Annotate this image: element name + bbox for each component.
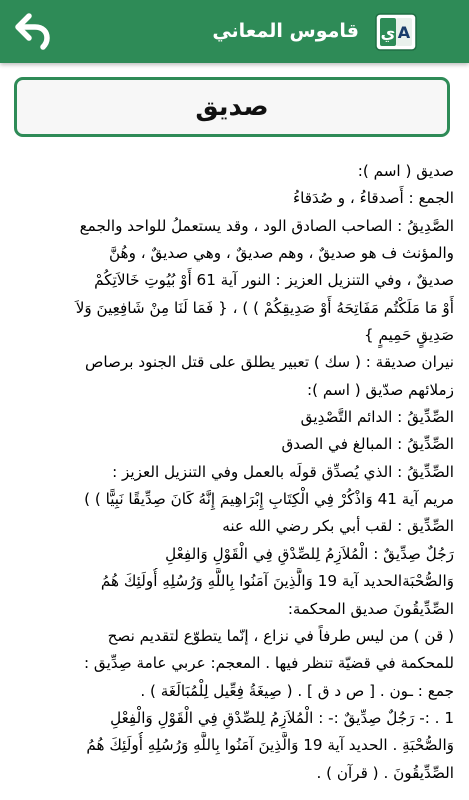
definition-line: صديق ( اسم ):: [357, 162, 454, 180]
definition-line: الصِّدِّيقُ : الدائم التَّصْدِيق: [300, 408, 454, 427]
app-title: قاموس المعاني: [212, 20, 359, 42]
definition-line: مريم آية 41 وَاذْكُرْ فِي الْكِتَابِ إِبْرَاهِيمَ إِنَّهُ كَانَ صِدِّيقًا نَبِيًّا ) ): [84, 490, 454, 509]
definition-line: وَالصُّحْبَةالحديد آية 19 وَالَّذِينَ آمَنُوا بِاللَّهِ وَرُسُلِهِ أُولَئِكَ هُمُ: [100, 572, 454, 591]
definition-line: صديقٌ ، وفي التنزيل العزيز : النور آية 61 أَوْ بُيُوتِ خَالاَتِكُمْ: [94, 271, 454, 290]
definition-line: ( قن ) من ليس طرفاً في نزاع ، إنّما يتطوّع لتقديم نصح: [107, 626, 454, 645]
definition-line: جمع : ـون . [ ص د ق ] . ( صِيغَةُ فِعِّيل لِلْمُبَالَغَة ) .: [140, 681, 454, 700]
definition-line: الجمع : أَصدقاءُ ، و صُدَقاءُ: [292, 189, 454, 208]
definition-line: 1 . :- رَجُلٌ صِدِّيقٌ :- : الْمُلاَزِمُ لِلصِّدْقِ فِي الْقَوْلِ وَالْفِعْلِ: [110, 708, 454, 727]
app-bar: [0, 0, 469, 63]
word-display-box: [14, 77, 450, 137]
definition-line: صَدِيقٍ حَمِيمٍ }: [364, 326, 454, 345]
dictionary-app-icon: [375, 13, 417, 51]
svg-text:A: A: [397, 23, 411, 42]
definition-line: رَجُلٌ صِدِّيقٌ : الْمُلاَزِمُ لِلصِّدْقِ فِي الْقَوْلِ وَالفِعْلِ: [165, 544, 454, 563]
definition-line: الصِّدِّيقُ : الذي يُصدِّق قولَه بالعمل وفي التنزيل العزيز :: [112, 462, 454, 481]
definition-line: الصَّدِيقُ : الصاحب الصادق الود ، وقد يستعملُ للواحد والجمع: [79, 216, 454, 235]
definition-line: والمؤنث ف هو صديقٌ ، وهم صديقٌ ، وهي صديقٌ ، وهُنَّ: [109, 244, 454, 263]
svg-text:ي: ي: [380, 23, 396, 42]
definition-line: وَالصُّحْبَةِ . الحديد آية 19 وَالَّذِينَ آمَنُوا بِاللَّهِ وَرُسُلِهِ أُولَئِكَ هُمُ: [86, 736, 454, 755]
definition-line: الصِّدِّيقُ : المبالغ في الصدق: [281, 435, 454, 454]
definition-line: الصِّدِّيق : لقب أبي بكر رضي الله عنه: [222, 517, 454, 536]
definition-text[interactable]: [12, 158, 454, 796]
definition-line: للمحكمة في قضيّة تنظر فيها . المعجم: عربي عامة صِدِّيق :: [83, 654, 454, 673]
back-button[interactable]: [6, 6, 58, 56]
definition-line: أَوْ مَا مَلَكْتُم مَفَاتِحَهُ أَوْ صَدِيقِكُمْ ) ) ، { فَمَا لَنَا مِنْ شَافِعِينَ وَلاَ: [75, 298, 454, 317]
definition-line: الصِّدِّيقُونَ . ( قرآن ) .: [316, 763, 454, 782]
definition-line: زملائهم صدّيق ( اسم ):: [307, 380, 454, 399]
definition-line: الصِّدِّيقُونَ صديق المحكمة:: [287, 599, 454, 618]
definition-line: نيران صديقة : ( سك ) تعبير يطلق على قتل الجنود برصاص: [85, 353, 454, 372]
word-title: صديق: [195, 92, 269, 122]
back-arrow-icon: [12, 11, 52, 51]
